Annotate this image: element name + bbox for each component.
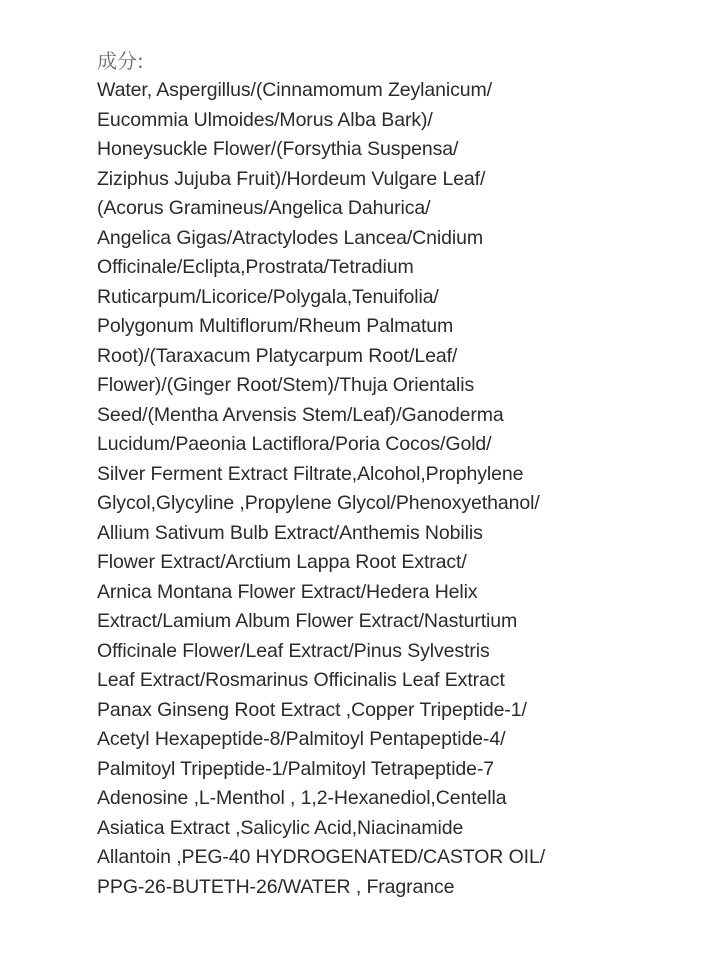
ingredient-line: Palmitoyl Tripeptide-1/Palmitoyl Tetrapeptide-7 [97,757,495,780]
ingredient-line: Allantoin ,PEG-40 HYDROGENATED/CASTOR OIL/ [97,846,546,868]
ingredient-line: Root)/(Taraxacum Platycarpum Root/Leaf/ [97,344,458,367]
ingredient-line: Seed/(Mentha Arvensis Stem/Leaf)/Ganoderma [97,403,504,426]
ingredients-text [97,76,707,902]
ingredient-line: Ziziphus Jujuba Fruit)/Hordeum Vulgare Leaf/ [97,167,486,190]
ingredient-line: Lucidum/Paeonia Lactiflora/Poria Cocos/Gold/ [97,433,492,455]
ingredient-line: Water, Aspergillus/(Cinnamomum Zeylanicum/ [97,79,492,101]
ingredient-line: Honeysuckle Flower/(Forsythia Suspensa/ [97,138,459,160]
ingredient-line: Arnica Montana Flower Extract/Hedera Helix [97,580,478,603]
ingredient-line: Acetyl Hexapeptide-8/Palmitoyl Pentapeptide-4/ [97,728,506,750]
ingredients-heading: 成分: [97,49,144,73]
ingredient-line: Flower)/(Ginger Root/Stem)/Thuja Orientalis [97,374,475,396]
ingredients-document [97,46,707,902]
ingredient-line: Glycol,Glycyline ,Propylene Glycol/Phenoxyethanol/ [97,492,540,514]
ingredient-line: Polygonum Multiflorum/Rheum Palmatum [97,315,454,337]
ingredient-line: Adenosine ,L-Menthol , 1,2-Hexanediol,Centella [97,787,507,809]
ingredient-line: Angelica Gigas/Atractylodes Lancea/Cnidium [97,226,484,249]
ingredient-line: Allium Sativum Bulb Extract/Anthemis Nobilis [97,521,483,544]
ingredient-line: Extract/Lamium Album Flower Extract/Nasturtium [97,610,518,632]
ingredient-line: Officinale/Eclipta,Prostrata/Tetradium [97,256,414,278]
ingredient-line: Officinale Flower/Leaf Extract/Pinus Sylvestris [97,639,490,662]
ingredient-line: Leaf Extract/Rosmarinus Officinalis Leaf Extract [97,669,505,691]
ingredient-line: Silver Ferment Extract Filtrate,Alcohol,Prophylene [97,462,524,485]
ingredient-line: (Acorus Gramineus/Angelica Dahurica/ [97,197,431,219]
ingredient-line: PPG-26-BUTETH-26/WATER , Fragrance [97,875,455,898]
ingredient-line: Panax Ginseng Root Extract ,Copper Tripeptide-1/ [97,698,527,721]
ingredient-line: Ruticarpum/Licorice/Polygala,Tenuifolia/ [97,285,439,308]
ingredient-line: Eucommia Ulmoides/Morus Alba Bark)/ [97,108,433,131]
ingredient-line: Flower Extract/Arctium Lappa Root Extract/ [97,551,467,573]
ingredient-line: Asiatica Extract ,Salicylic Acid,Niacinamide [97,816,464,839]
